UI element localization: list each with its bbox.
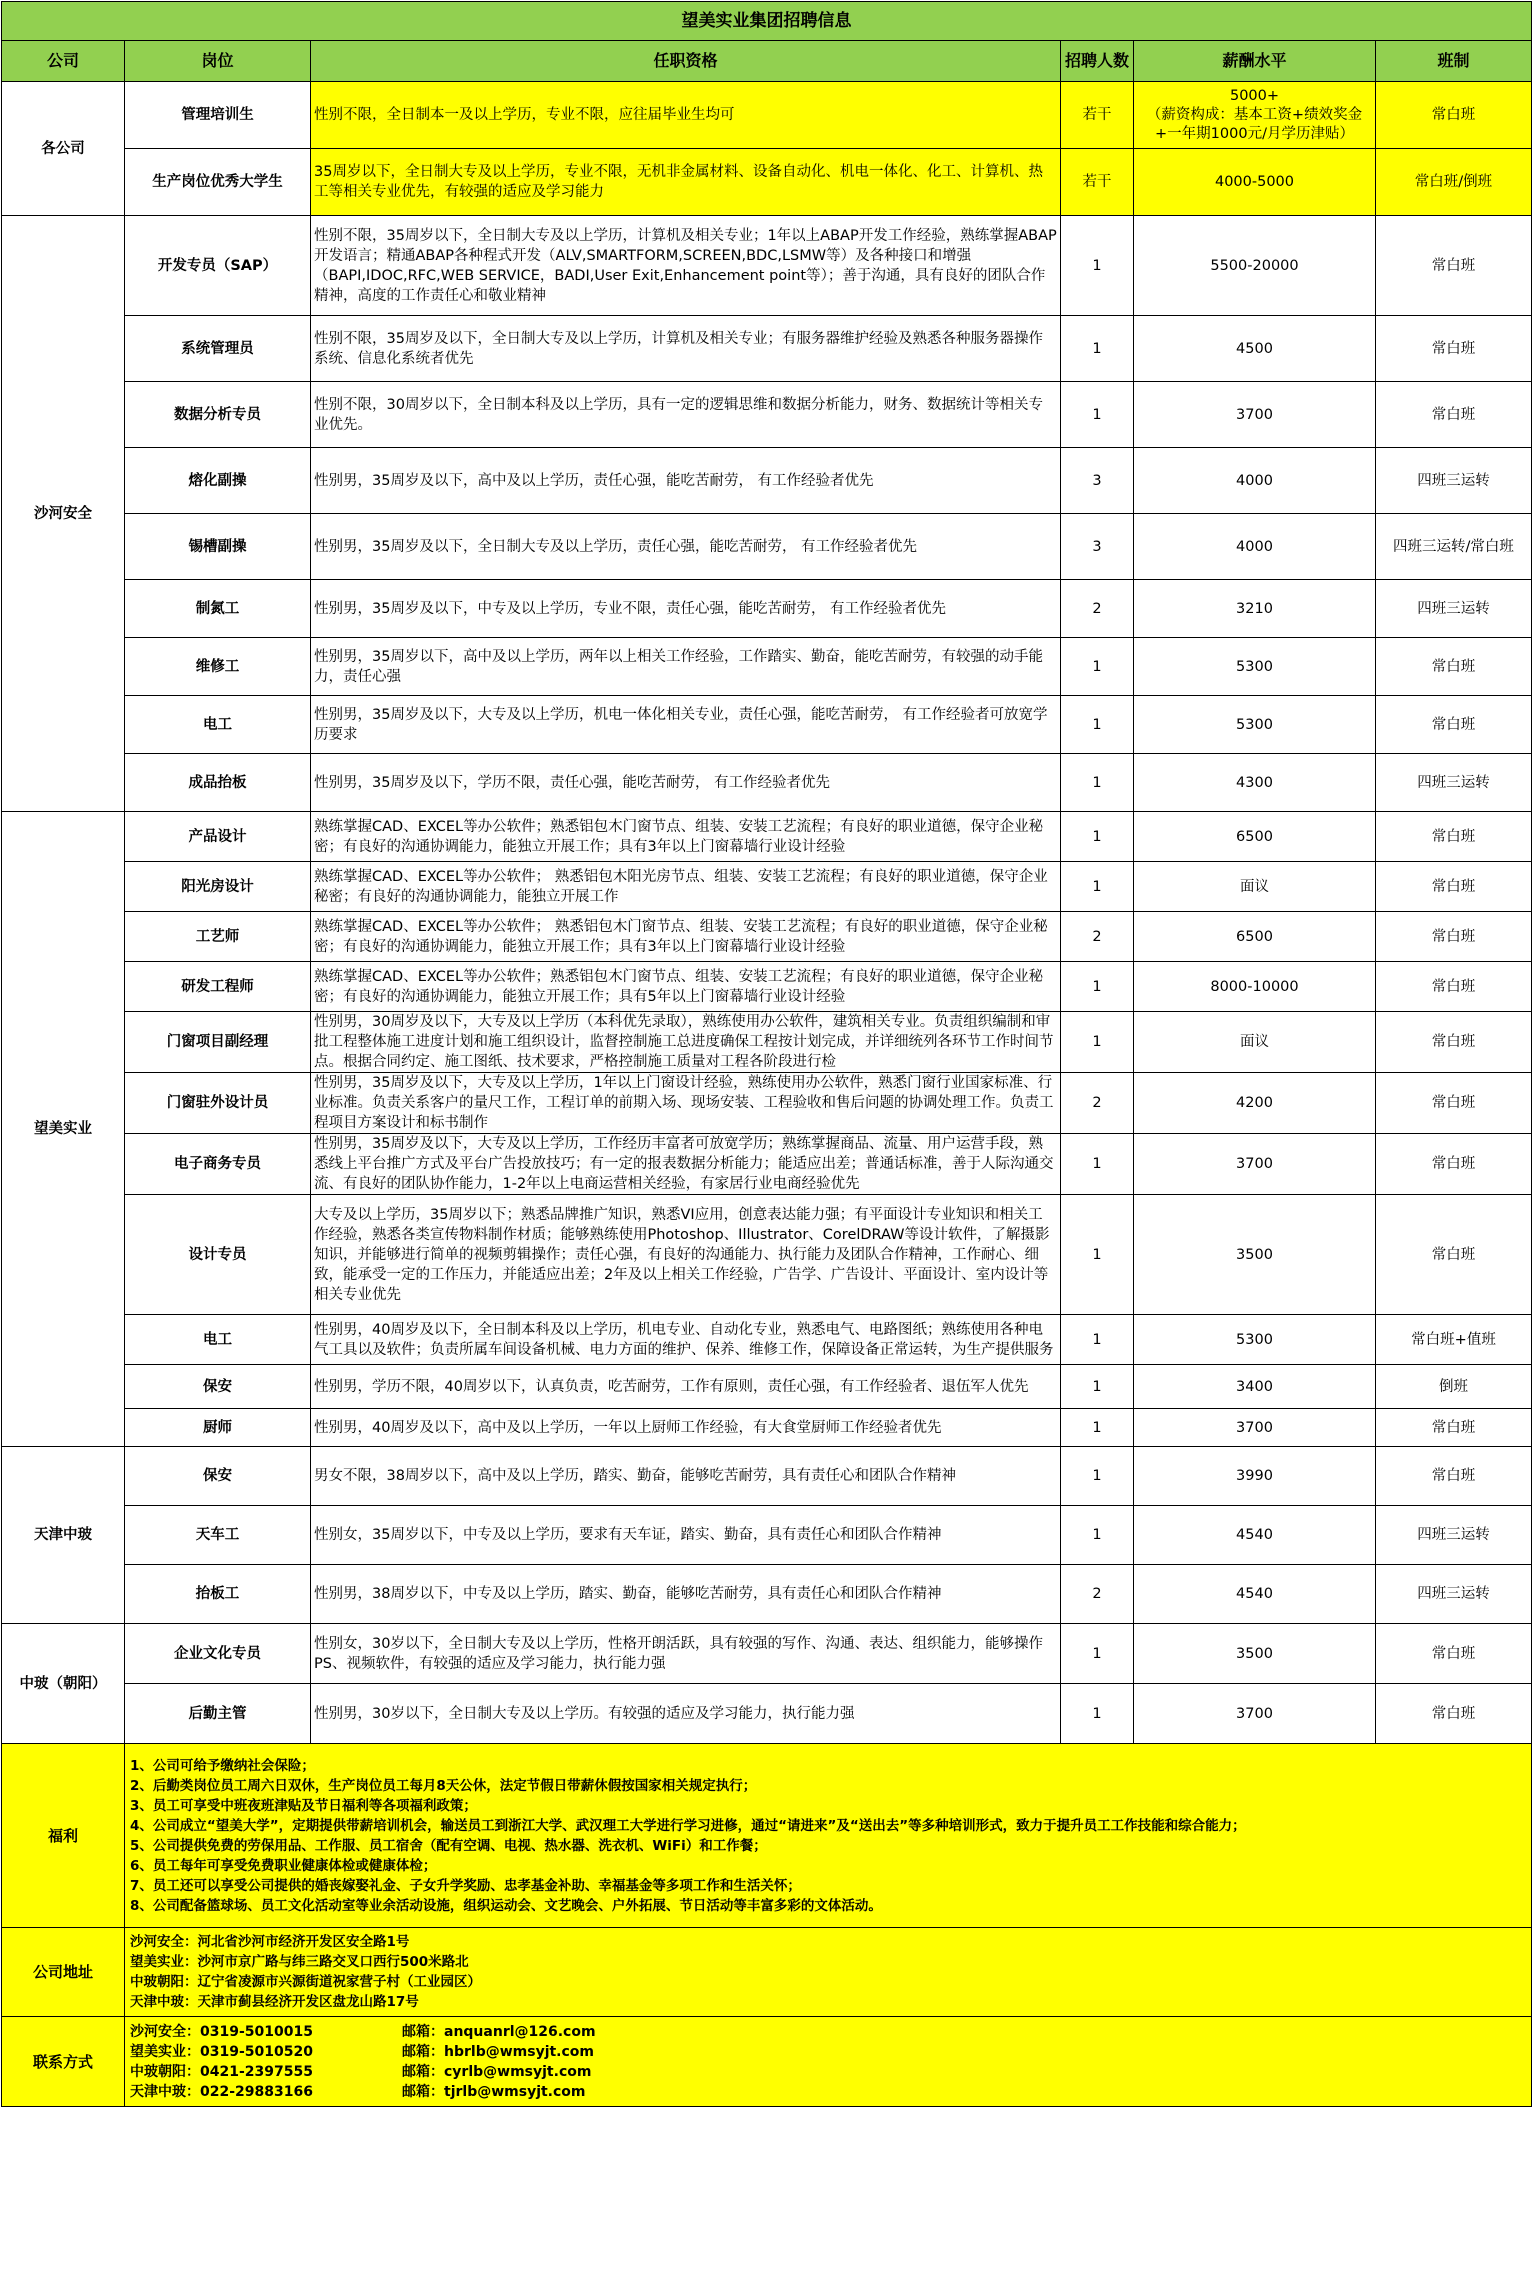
headcount-cell: 1 [1061,1195,1134,1315]
salary-cell: 4500 [1134,316,1376,382]
table-row [2,1073,1532,1134]
shift-cell: 常白班 [1376,316,1532,382]
position-cell: 后勤主管 [125,1684,311,1744]
qualification-cell: 性别男，35周岁及以下，全日制大专及以上学历，责任心强，能吃苦耐劳， 有工作经验者优先 [311,514,1061,580]
position-cell: 天车工 [125,1506,311,1565]
benefit-item: 4、公司成立“望美大学”，定期提供带薪培训机会，输送员工到浙江大学、武汉理工大学进行学习进修，通过“请进来”及“送出去”等多种培训形式，致力于提升员工工作技能和综合能力； [130,1817,1246,1834]
shift-cell: 常白班 [1376,1073,1532,1134]
salary-cell: 3990 [1134,1447,1376,1506]
contact-row [2,2017,1532,2107]
qualification-cell: 性别女，30岁以下，全日制大专及以上学历，性格开朗活跃，具有较强的写作、沟通、表达、组织能力，能够操作PS、视频软件，有较强的适应及学习能力，执行能力强 [311,1624,1061,1684]
qualification-cell: 男女不限，38周岁以下，高中及以上学历，踏实、勤奋，能够吃苦耐劳，具有责任心和团队合作精神 [311,1447,1061,1506]
contact-phone: 望美实业：0319-5010520 [130,2043,313,2060]
benefit-item: 6、员工每年可享受免费职业健康体检或健康体检； [130,1857,437,1874]
qualification-cell: 性别不限，35周岁以下，全日制大专及以上学历，计算机及相关专业；1年以上ABAP开发工作经验，熟练掌握ABAP开发语言；精通ABAP各种程式开发（ALV,SMARTFORM,SCREEN,BDC,LSMW等）及各种接口和增强（BAPI,IDOC,RFC,WEB SERVICE，BADI,User Exit,Enhancement point等）；善于沟通，具有良好的团队合作精神，高度的工作责任心和敬业精神 [311,216,1061,316]
shift-cell: 四班三运转 [1376,448,1532,514]
header-salary: 薪酬水平 [1134,41,1376,82]
salary-cell: 4300 [1134,754,1376,812]
headcount-cell: 1 [1061,1365,1134,1409]
table-row [2,1409,1532,1447]
headcount-cell: 1 [1061,1684,1134,1744]
table-row [2,316,1532,382]
company-cell: 中玻（朝阳） [2,1624,125,1744]
qualification-cell: 性别不限，30周岁以下，全日制本科及以上学历，具有一定的逻辑思维和数据分析能力，财务、数据统计等相关专业优先。 [311,382,1061,448]
table-row [2,1684,1532,1744]
shift-cell: 常白班 [1376,1684,1532,1744]
table-row [2,580,1532,638]
benefits-row [2,1744,1532,1928]
qualification-cell: 熟练掌握CAD、EXCEL等办公软件；熟悉铝包木门窗节点、组装、安装工艺流程；有良好的职业道德，保守企业秘密；有良好的沟通协调能力，能独立开展工作；具有5年以上门窗幕墙行业设计经验 [311,962,1061,1012]
address-row [2,1928,1532,2017]
position-cell: 阳光房设计 [125,862,311,912]
salary-cell: 8000-10000 [1134,962,1376,1012]
shift-cell: 常白班 [1376,862,1532,912]
benefit-item: 2、后勤类岗位员工周六日双休，生产岗位员工每月8天公休，法定节假日带薪休假按国家相关规定执行； [130,1777,757,1794]
benefit-item: 7、员工还可以享受公司提供的婚丧嫁娶礼金、子女升学奖励、忠孝基金补助、幸福基金等多项工作和生活关怀； [130,1877,801,1894]
headcount-cell: 3 [1061,514,1134,580]
header-position: 岗位 [125,41,311,82]
shift-cell: 常白班+值班 [1376,1315,1532,1365]
shift-cell: 常白班 [1376,1134,1532,1195]
table-row [2,1134,1532,1195]
salary-cell: 4540 [1134,1565,1376,1624]
table-row [2,1624,1532,1684]
recruitment-table [1,1,1532,2107]
salary-cell: 3500 [1134,1624,1376,1684]
benefits-list [125,1744,1532,1928]
salary-cell: 面议 [1134,862,1376,912]
headcount-cell: 1 [1061,316,1134,382]
contact-phone: 中玻朝阳：0421-2397555 [130,2063,313,2080]
qualification-cell: 性别男，40周岁及以下，高中及以上学历，一年以上厨师工作经验，有大食堂厨师工作经验者优先 [311,1409,1061,1447]
position-cell: 数据分析专员 [125,382,311,448]
company-cell: 各公司 [2,82,125,216]
position-cell: 工艺师 [125,912,311,962]
table-row [2,1565,1532,1624]
position-cell: 厨师 [125,1409,311,1447]
qualification-cell: 性别男，35周岁及以下，高中及以上学历，责任心强，能吃苦耐劳， 有工作经验者优先 [311,448,1061,514]
headcount-cell: 1 [1061,1134,1134,1195]
benefit-item: 8、公司配备篮球场、员工文化活动室等业余活动设施，组织运动会、文艺晚会、户外拓展、节日活动等丰富多彩的文体活动。 [130,1897,882,1914]
shift-cell: 四班三运转 [1376,1506,1532,1565]
position-cell: 电工 [125,696,311,754]
headcount-cell: 若干 [1061,82,1134,149]
position-cell: 熔化副操 [125,448,311,514]
headcount-cell: 1 [1061,962,1134,1012]
qualification-cell: 性别男，35周岁及以下，大专及以上学历，机电一体化相关专业，责任心强，能吃苦耐劳， 有工作经验者可放宽学历要求 [311,696,1061,754]
contact-email[interactable]: 邮箱：hbrlb@wmsyjt.com [402,2043,595,2060]
table-row [2,514,1532,580]
headcount-cell: 1 [1061,1012,1134,1073]
shift-cell: 常白班 [1376,1447,1532,1506]
salary-cell: 3700 [1134,382,1376,448]
shift-cell: 常白班 [1376,1409,1532,1447]
shift-cell: 常白班 [1376,1624,1532,1684]
shift-cell: 四班三运转 [1376,1565,1532,1624]
table-row [2,1447,1532,1506]
company-cell: 望美实业 [2,812,125,1447]
address-item: 中玻朝阳：辽宁省凌源市兴源街道祝家营子村（工业园区） [130,1974,481,1990]
position-cell: 研发工程师 [125,962,311,1012]
shift-cell: 常白班 [1376,812,1532,862]
headcount-cell: 1 [1061,754,1134,812]
address-item: 天津中玻：天津市蓟县经济开发区盘龙山路17号 [130,1994,419,2010]
qualification-cell: 大专及以上学历，35周岁以下；熟悉品牌推广知识，熟悉VI应用，创意表达能力强；有平面设计专业知识和相关工作经验，熟悉各类宣传物料制作材质；能够熟练使用Photoshop、Illustrator、CorelDRAW等设计软件，了解摄影知识，并能够进行简单的视频剪辑操作；责任心强，有良好的沟通能力、执行能力及团队合作精神，工作耐心、细致，能承受一定的工作压力，并能适应出差；2年及以上相关工作经验，广告学、广告设计、平面设计、室内设计等相关专业优先 [311,1195,1061,1315]
contact-item [130,2062,1526,2082]
position-cell: 产品设计 [125,812,311,862]
headcount-cell: 2 [1061,1073,1134,1134]
table-row [2,912,1532,962]
qualification-cell: 熟练掌握CAD、EXCEL等办公软件； 熟悉铝包木阳光房节点、组装、安装工艺流程；有良好的职业道德，保守企业秘密；有良好的沟通协调能力，能独立开展工作 [311,862,1061,912]
shift-cell: 常白班 [1376,82,1532,149]
position-cell: 开发专员（SAP） [125,216,311,316]
header-qualifications: 任职资格 [311,41,1061,82]
table-row [2,1315,1532,1365]
salary-cell: 3700 [1134,1684,1376,1744]
position-cell: 保安 [125,1365,311,1409]
salary-cell: 3210 [1134,580,1376,638]
contact-item [130,2022,1526,2042]
qualification-cell: 性别男，38周岁以下，中专及以上学历，踏实、勤奋，能够吃苦耐劳，具有责任心和团队合作精神 [311,1565,1061,1624]
shift-cell: 常白班 [1376,216,1532,316]
position-cell: 生产岗位优秀大学生 [125,149,311,216]
contact-email[interactable]: 邮箱：cyrlb@wmsyjt.com [402,2063,592,2080]
table-row [2,382,1532,448]
salary-cell: 5300 [1134,696,1376,754]
contact-item [130,2082,1526,2102]
qualification-cell: 性别男，35周岁及以下，大专及以上学历，工作经历丰富者可放宽学历；熟练掌握商品、流量、用户运营手段，熟悉线上平台推广方式及平台广告投放技巧；有一定的报表数据分析能力；能适应出差；普通话标准，善于人际沟通交流、有良好的团队协作能力，1-2年以上电商运营相关经验，有家居行业电商经验优先 [311,1134,1061,1195]
position-cell: 企业文化专员 [125,1624,311,1684]
page-title: 望美实业集团招聘信息 [2,2,1532,41]
position-cell: 保安 [125,1447,311,1506]
headcount-cell: 1 [1061,216,1134,316]
salary-cell: 6500 [1134,812,1376,862]
position-cell: 系统管理员 [125,316,311,382]
table-row [2,754,1532,812]
table-row [2,82,1532,149]
benefit-item: 5、公司提供免费的劳保用品、工作服、员工宿舍（配有空调、电视、热水器、洗衣机、WiFi）和工作餐； [130,1837,767,1854]
header-shift: 班制 [1376,41,1532,82]
position-cell: 设计专员 [125,1195,311,1315]
headcount-cell: 1 [1061,1624,1134,1684]
shift-cell: 四班三运转/常白班 [1376,514,1532,580]
headcount-cell: 1 [1061,812,1134,862]
benefit-item: 1、公司可给予缴纳社会保险； [130,1757,315,1774]
headcount-cell: 1 [1061,1506,1134,1565]
salary-cell: 面议 [1134,1012,1376,1073]
contact-item [130,2042,1526,2062]
salary-cell: 6500 [1134,912,1376,962]
headcount-cell: 1 [1061,696,1134,754]
salary-cell: 5300 [1134,638,1376,696]
table-row [2,696,1532,754]
headcount-cell: 2 [1061,1565,1134,1624]
position-cell: 电子商务专员 [125,1134,311,1195]
qualification-cell: 性别男，40周岁及以下，全日制本科及以上学历，机电专业、自动化专业，熟悉电气、电路图纸；熟练使用各种电气工具以及软件；负责所属车间设备机械、电力方面的维护、保养、维修工作，保障设备正常运转，为生产提供服务 [311,1315,1061,1365]
position-cell: 门窗驻外设计员 [125,1073,311,1134]
salary-cell: 5000+ （薪资构成：基本工资+绩效奖金+一年期1000元/月学历津贴） [1134,82,1376,149]
headcount-cell: 2 [1061,580,1134,638]
qualification-cell: 性别男，30周岁及以下，大专及以上学历（本科优先录取），熟练使用办公软件，建筑相关专业。负责组织编制和审批工程整体施工进度计划和施工组织设计，监督控制施工总进度确保工程按计划完成，并详细统列各环节工作时间节点。根据合同约定、施工图纸、技术要求，严格控制施工质量对工程各阶段进行检 [311,1012,1061,1073]
shift-cell: 倒班 [1376,1365,1532,1409]
position-cell: 锡槽副操 [125,514,311,580]
address-list [125,1928,1532,2017]
qualification-cell: 性别女，35周岁以下，中专及以上学历，要求有天车证，踏实、勤奋，具有责任心和团队合作精神 [311,1506,1061,1565]
headcount-cell: 1 [1061,638,1134,696]
table-row [2,1506,1532,1565]
benefits-label: 福利 [2,1744,125,1928]
contact-phone: 沙河安全：0319-5010015 [130,2023,313,2040]
contact-list [125,2017,1532,2107]
shift-cell: 常白班 [1376,696,1532,754]
salary-cell: 3700 [1134,1134,1376,1195]
shift-cell: 常白班 [1376,1195,1532,1315]
table-row [2,1365,1532,1409]
salary-cell: 4000 [1134,514,1376,580]
qualification-cell: 性别不限，全日制本一及以上学历，专业不限，应往届毕业生均可 [311,82,1061,149]
position-cell: 成品抬板 [125,754,311,812]
salary-cell: 4540 [1134,1506,1376,1565]
position-cell: 电工 [125,1315,311,1365]
table-row [2,862,1532,912]
salary-cell: 4000 [1134,448,1376,514]
contact-phone: 天津中玻：022-29883166 [130,2083,313,2100]
position-cell: 门窗项目副经理 [125,1012,311,1073]
company-cell: 天津中玻 [2,1447,125,1624]
benefit-item: 3、员工可享受中班夜班津贴及节日福利等各项福利政策； [130,1797,477,1814]
company-cell: 沙河安全 [2,216,125,812]
salary-cell: 5500-20000 [1134,216,1376,316]
table-row [2,1195,1532,1315]
table-row [2,149,1532,216]
contact-email[interactable]: 邮箱：anquanrl@126.com [402,2023,596,2040]
headcount-cell: 1 [1061,1447,1134,1506]
salary-cell: 3700 [1134,1409,1376,1447]
shift-cell: 常白班 [1376,382,1532,448]
headcount-cell: 1 [1061,1409,1134,1447]
position-cell: 抬板工 [125,1565,311,1624]
headcount-cell: 若干 [1061,149,1134,216]
shift-cell: 常白班 [1376,638,1532,696]
qualification-cell: 35周岁以下，全日制大专及以上学历，专业不限，无机非金属材料、设备自动化、机电一体化、化工、计算机、热工等相关专业优先，有较强的适应及学习能力 [311,149,1061,216]
table-row [2,812,1532,862]
salary-cell: 4200 [1134,1073,1376,1134]
table-row [2,962,1532,1012]
salary-cell: 5300 [1134,1315,1376,1365]
shift-cell: 四班三运转 [1376,580,1532,638]
header-company: 公司 [2,41,125,82]
qualification-cell: 性别男，学历不限，40周岁以下，认真负责，吃苦耐劳，工作有原则，责任心强，有工作经验者、退伍军人优先 [311,1365,1061,1409]
table-row [2,1012,1532,1073]
shift-cell: 四班三运转 [1376,754,1532,812]
shift-cell: 常白班/倒班 [1376,149,1532,216]
qualification-cell: 性别男，35周岁以下，高中及以上学历，两年以上相关工作经验，工作踏实、勤奋，能吃苦耐劳，有较强的动手能力，责任心强 [311,638,1061,696]
salary-cell: 4000-5000 [1134,149,1376,216]
position-cell: 管理培训生 [125,82,311,149]
shift-cell: 常白班 [1376,962,1532,1012]
table-row [2,638,1532,696]
table-row [2,448,1532,514]
headcount-cell: 1 [1061,1315,1134,1365]
position-cell: 制氮工 [125,580,311,638]
position-cell: 维修工 [125,638,311,696]
shift-cell: 常白班 [1376,912,1532,962]
qualification-cell: 熟练掌握CAD、EXCEL等办公软件；熟悉铝包木门窗节点、组装、安装工艺流程；有良好的职业道德，保守企业秘密；有良好的沟通协调能力，能独立开展工作；具有3年以上门窗幕墙行业设计经验 [311,812,1061,862]
qualification-cell: 性别男，35周岁及以下，学历不限，责任心强，能吃苦耐劳， 有工作经验者优先 [311,754,1061,812]
table-row [2,216,1532,316]
qualification-cell: 性别男，35周岁及以下，大专及以上学历，1年以上门窗设计经验，熟练使用办公软件，熟悉门窗行业国家标准、行业标准。负责关系客户的量尺工作，工程订单的前期入场、现场安装、工程验收和售后问题的协调处理工作。负责工程项目方案设计和标书制作 [311,1073,1061,1134]
headcount-cell: 3 [1061,448,1134,514]
address-item: 沙河安全：河北省沙河市经济开发区安全路1号 [130,1934,410,1950]
qualification-cell: 性别男，30岁以下，全日制大专及以上学历。有较强的适应及学习能力，执行能力强 [311,1684,1061,1744]
qualification-cell: 性别不限，35周岁及以下，全日制大专及以上学历，计算机及相关专业；有服务器维护经验及熟悉各种服务器操作系统、信息化系统者优先 [311,316,1061,382]
shift-cell: 常白班 [1376,1012,1532,1073]
address-item: 望美实业：沙河市京广路与纬三路交叉口西行500米路北 [130,1954,469,1970]
header-headcount: 招聘人数 [1061,41,1134,82]
contact-email[interactable]: 邮箱：tjrlb@wmsyjt.com [402,2083,586,2100]
headcount-cell: 1 [1061,862,1134,912]
contact-label: 联系方式 [2,2017,125,2107]
headcount-cell: 2 [1061,912,1134,962]
qualification-cell: 性别男，35周岁及以下，中专及以上学历，专业不限，责任心强，能吃苦耐劳， 有工作经验者优先 [311,580,1061,638]
qualification-cell: 熟练掌握CAD、EXCEL等办公软件； 熟悉铝包木门窗节点、组装、安装工艺流程；有良好的职业道德，保守企业秘密；有良好的沟通协调能力，能独立开展工作；具有3年以上门窗幕墙行业设计经验 [311,912,1061,962]
address-label: 公司地址 [2,1928,125,2017]
headcount-cell: 1 [1061,382,1134,448]
salary-cell: 3500 [1134,1195,1376,1315]
salary-cell: 3400 [1134,1365,1376,1409]
